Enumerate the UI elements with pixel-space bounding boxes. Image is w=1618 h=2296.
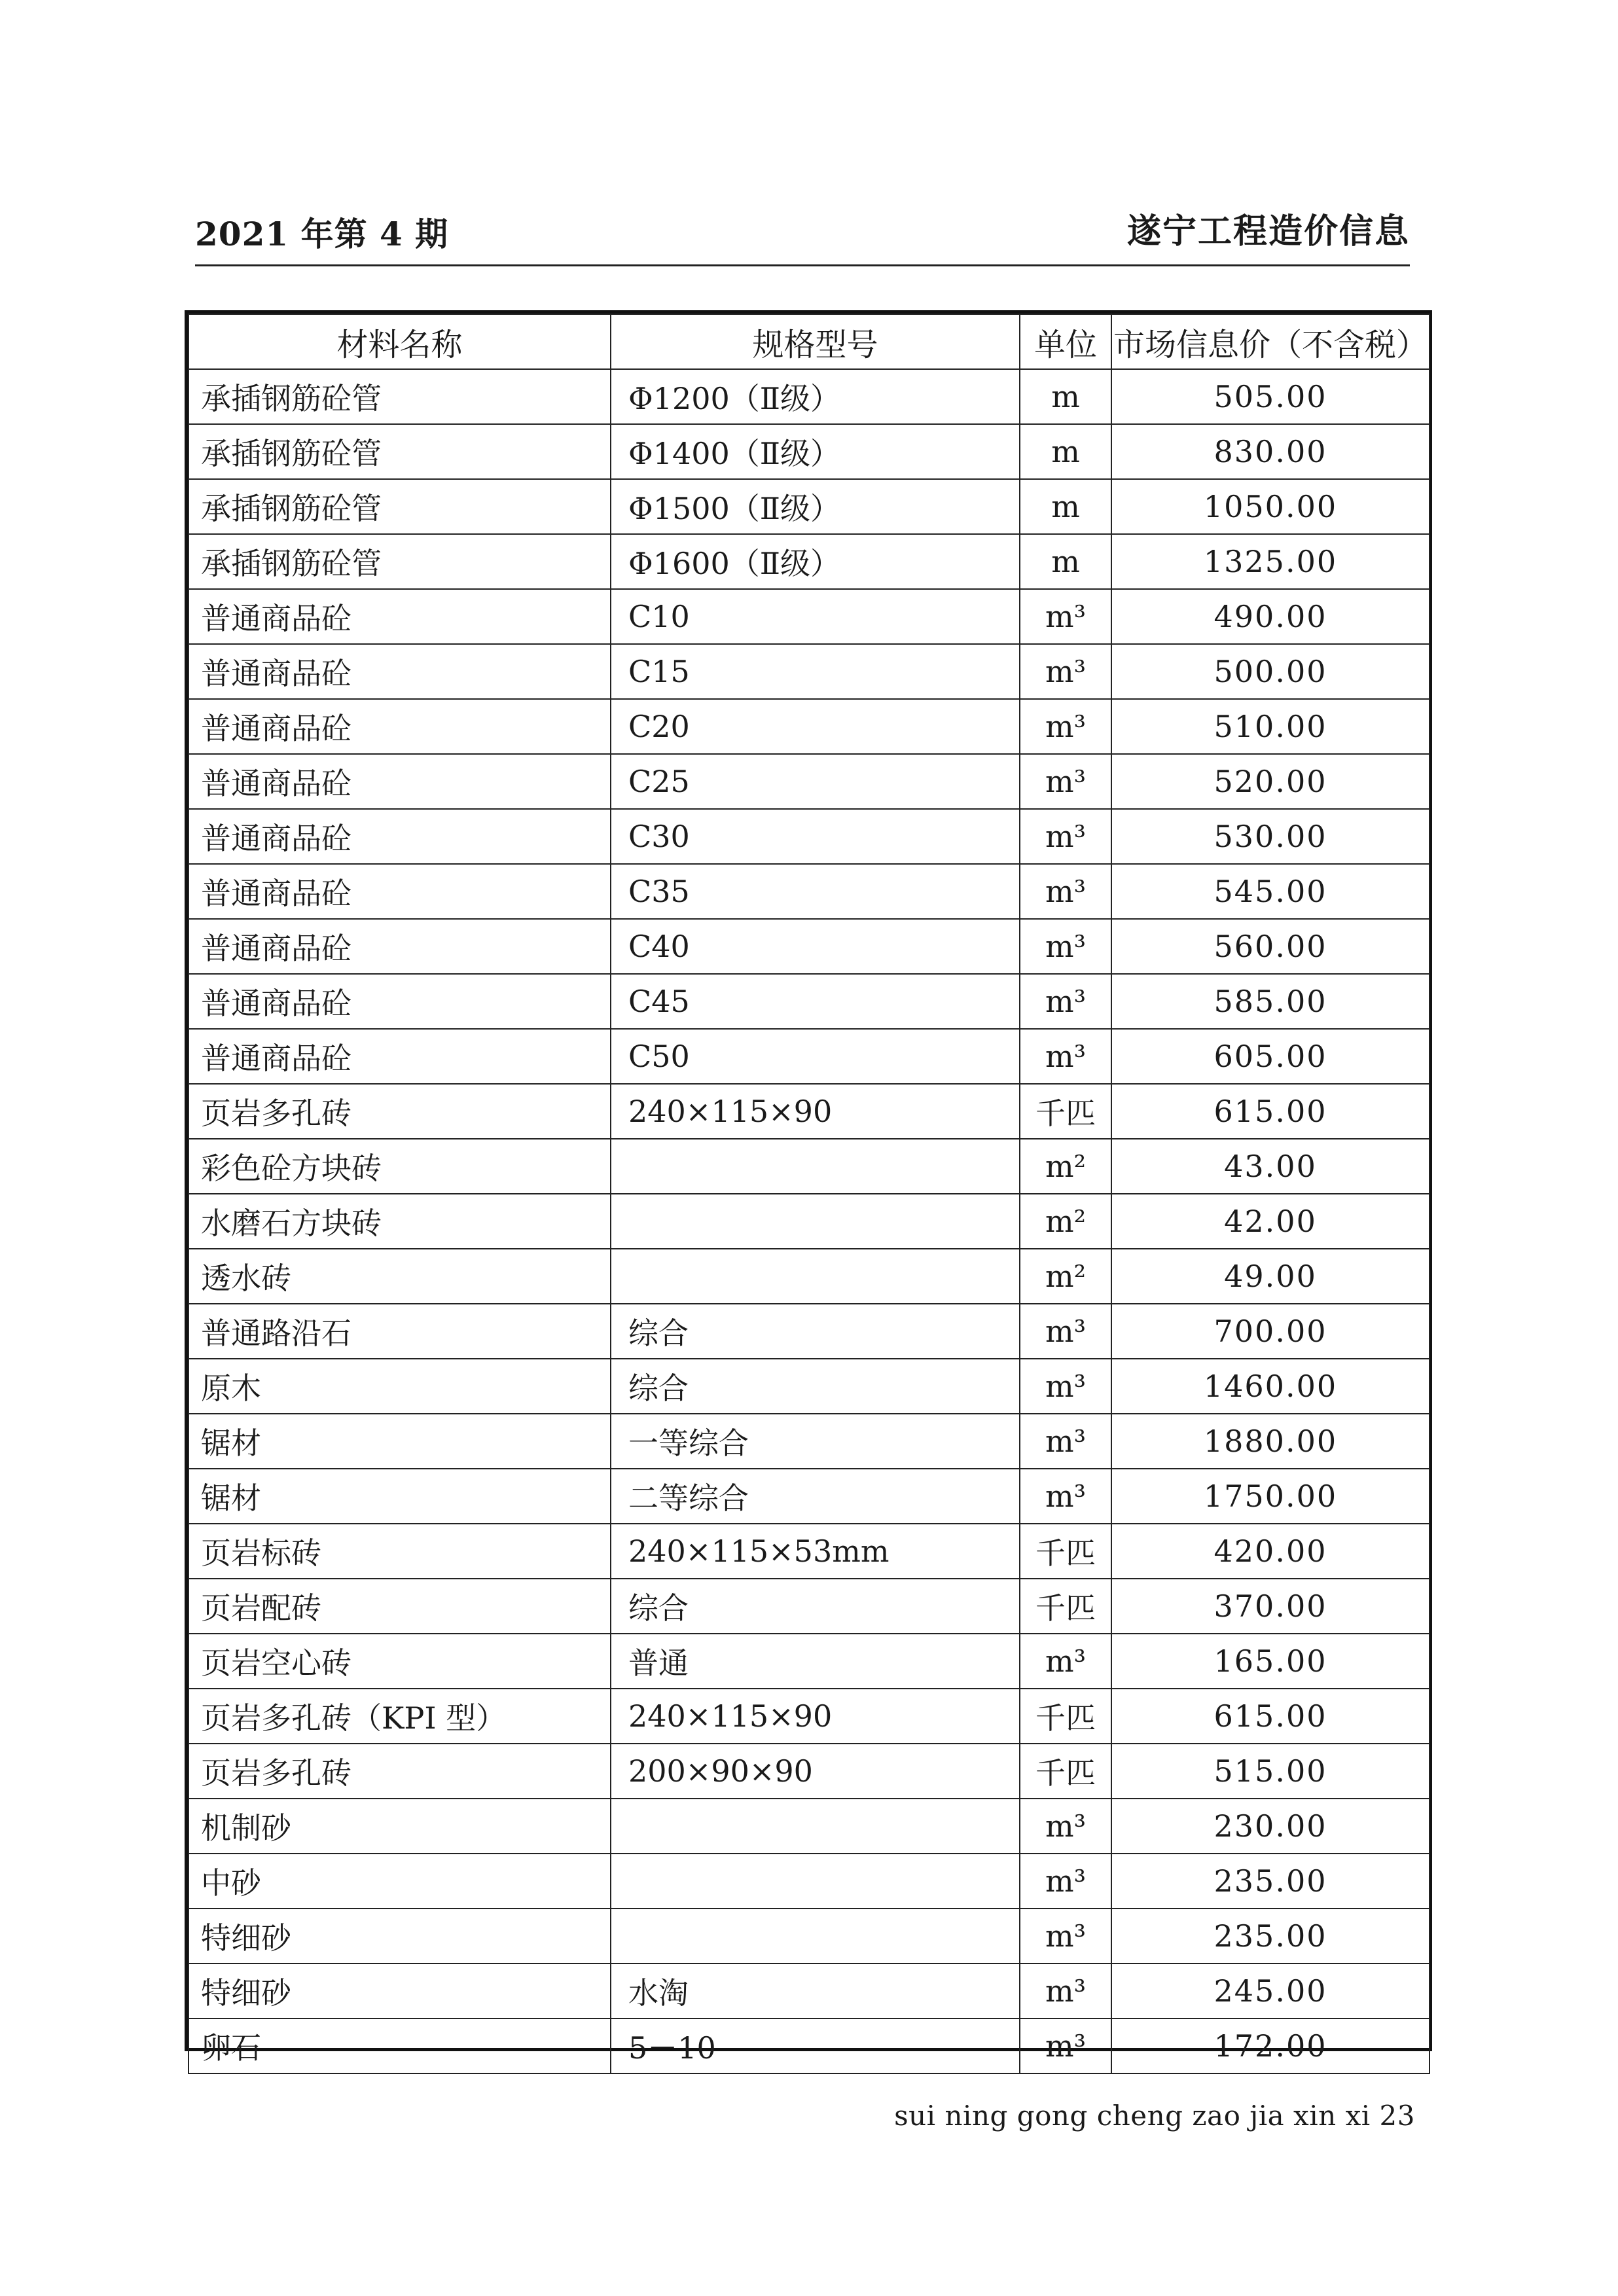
table-row <box>189 1139 1429 1194</box>
cell-unit: m³ <box>1020 589 1111 644</box>
table-row <box>189 1249 1429 1304</box>
cell-spec: Φ1200（Ⅱ级） <box>611 369 1020 424</box>
cell-material-name: 承插钢筋砼管 <box>189 479 611 534</box>
cell-spec: 240×115×90 <box>611 1689 1020 1744</box>
cell-spec: 一等综合 <box>611 1414 1020 1469</box>
table-body <box>189 369 1429 2073</box>
cell-material-name: 锯材 <box>189 1469 611 1524</box>
table-row <box>189 1744 1429 1799</box>
cell-unit: m² <box>1020 1139 1111 1194</box>
publication-title: 遂宁工程造价信息 <box>1126 211 1410 251</box>
cell-unit: m³ <box>1020 644 1111 699</box>
cell-material-name: 页岩空心砖 <box>189 1634 611 1689</box>
cell-unit: m³ <box>1020 699 1111 754</box>
cell-spec <box>611 1139 1020 1194</box>
table-row <box>189 369 1429 424</box>
cell-unit: m <box>1020 534 1111 589</box>
cell-material-name: 承插钢筋砼管 <box>189 369 611 424</box>
cell-price: 245.00 <box>1111 1964 1429 2018</box>
cell-price: 510.00 <box>1111 699 1429 754</box>
cell-material-name: 普通商品砼 <box>189 919 611 974</box>
cell-spec: C45 <box>611 974 1020 1029</box>
table-row <box>189 1029 1429 1084</box>
cell-spec: 综合 <box>611 1304 1020 1359</box>
table-row <box>189 589 1429 644</box>
table-row <box>189 1084 1429 1139</box>
cell-material-name: 普通商品砼 <box>189 754 611 809</box>
price-table <box>188 314 1430 2074</box>
cell-price: 520.00 <box>1111 754 1429 809</box>
cell-price: 235.00 <box>1111 1854 1429 1909</box>
table-row <box>189 644 1429 699</box>
cell-material-name: 承插钢筋砼管 <box>189 534 611 589</box>
table-row <box>189 809 1429 864</box>
table-row <box>189 1854 1429 1909</box>
cell-spec: C20 <box>611 699 1020 754</box>
cell-price: 830.00 <box>1111 424 1429 479</box>
cell-unit: m³ <box>1020 1964 1111 2018</box>
table-row <box>189 1469 1429 1524</box>
page-footer: sui ning gong cheng zao jia xin xi 23 <box>894 2100 1415 2132</box>
cell-material-name: 普通商品砼 <box>189 644 611 699</box>
cell-unit: m³ <box>1020 1304 1111 1359</box>
cell-spec: Φ1500（Ⅱ级） <box>611 479 1020 534</box>
cell-spec: 240×115×90 <box>611 1084 1020 1139</box>
cell-unit: 千匹 <box>1020 1744 1111 1799</box>
cell-unit: m³ <box>1020 2018 1111 2073</box>
cell-spec: 5－10 <box>611 2018 1020 2073</box>
cell-price: 1880.00 <box>1111 1414 1429 1469</box>
cell-price: 230.00 <box>1111 1799 1429 1854</box>
cell-spec: C40 <box>611 919 1020 974</box>
cell-price: 1460.00 <box>1111 1359 1429 1414</box>
table-row <box>189 1414 1429 1469</box>
price-table-container <box>185 310 1432 2066</box>
page-header <box>195 208 1410 266</box>
cell-price: 165.00 <box>1111 1634 1429 1689</box>
cell-material-name: 普通路沿石 <box>189 1304 611 1359</box>
cell-price: 545.00 <box>1111 864 1429 919</box>
cell-price: 1050.00 <box>1111 479 1429 534</box>
cell-spec: 200×90×90 <box>611 1744 1020 1799</box>
column-header-price: 市场信息价（不含税） <box>1111 314 1429 369</box>
cell-spec: 综合 <box>611 1579 1020 1634</box>
table-row <box>189 1524 1429 1579</box>
cell-unit: m³ <box>1020 1469 1111 1524</box>
cell-unit: 千匹 <box>1020 1524 1111 1579</box>
table-row <box>189 754 1429 809</box>
table-row <box>189 1634 1429 1689</box>
cell-spec <box>611 1854 1020 1909</box>
cell-spec <box>611 1799 1020 1854</box>
cell-spec: 二等综合 <box>611 1469 1020 1524</box>
cell-price: 530.00 <box>1111 809 1429 864</box>
cell-unit: m³ <box>1020 1414 1111 1469</box>
table-row <box>189 864 1429 919</box>
cell-unit: 千匹 <box>1020 1084 1111 1139</box>
cell-spec: Φ1400（Ⅱ级） <box>611 424 1020 479</box>
cell-unit: m <box>1020 369 1111 424</box>
table-row <box>189 1909 1429 1964</box>
cell-spec <box>611 1909 1020 1964</box>
cell-material-name: 卵石 <box>189 2018 611 2073</box>
cell-price: 560.00 <box>1111 919 1429 974</box>
cell-unit: m² <box>1020 1194 1111 1249</box>
cell-material-name: 特细砂 <box>189 1909 611 1964</box>
cell-material-name: 页岩多孔砖（KPI 型） <box>189 1689 611 1744</box>
cell-material-name: 承插钢筋砼管 <box>189 424 611 479</box>
cell-unit: m³ <box>1020 1634 1111 1689</box>
cell-unit: m <box>1020 424 1111 479</box>
cell-price: 43.00 <box>1111 1139 1429 1194</box>
cell-price: 500.00 <box>1111 644 1429 699</box>
table-row <box>189 1579 1429 1634</box>
table-row <box>189 1304 1429 1359</box>
column-header-unit: 单位 <box>1020 314 1111 369</box>
cell-spec: C50 <box>611 1029 1020 1084</box>
cell-spec: Φ1600（Ⅱ级） <box>611 534 1020 589</box>
cell-material-name: 普通商品砼 <box>189 589 611 644</box>
cell-material-name: 锯材 <box>189 1414 611 1469</box>
cell-material-name: 原木 <box>189 1359 611 1414</box>
cell-unit: 千匹 <box>1020 1579 1111 1634</box>
cell-spec: 普通 <box>611 1634 1020 1689</box>
table-row <box>189 479 1429 534</box>
column-header-spec: 规格型号 <box>611 314 1020 369</box>
cell-material-name: 中砂 <box>189 1854 611 1909</box>
cell-material-name: 页岩标砖 <box>189 1524 611 1579</box>
cell-price: 700.00 <box>1111 1304 1429 1359</box>
cell-spec: 240×115×53mm <box>611 1524 1020 1579</box>
cell-unit: m³ <box>1020 974 1111 1029</box>
cell-spec: 水淘 <box>611 1964 1020 2018</box>
cell-price: 420.00 <box>1111 1524 1429 1579</box>
table-header-row <box>189 314 1429 369</box>
table-row <box>189 1359 1429 1414</box>
cell-unit: m³ <box>1020 1909 1111 1964</box>
table-row <box>189 974 1429 1029</box>
cell-price: 515.00 <box>1111 1744 1429 1799</box>
cell-price: 49.00 <box>1111 1249 1429 1304</box>
cell-price: 235.00 <box>1111 1909 1429 1964</box>
cell-price: 615.00 <box>1111 1084 1429 1139</box>
cell-price: 1325.00 <box>1111 534 1429 589</box>
cell-price: 605.00 <box>1111 1029 1429 1084</box>
cell-material-name: 透水砖 <box>189 1249 611 1304</box>
cell-unit: m³ <box>1020 864 1111 919</box>
cell-material-name: 页岩多孔砖 <box>189 1744 611 1799</box>
cell-material-name: 机制砂 <box>189 1799 611 1854</box>
table-row <box>189 1799 1429 1854</box>
table-row <box>189 919 1429 974</box>
issue-label: 2021 年第 4 期 <box>195 215 449 253</box>
cell-material-name: 页岩配砖 <box>189 1579 611 1634</box>
cell-spec: C30 <box>611 809 1020 864</box>
cell-spec: C10 <box>611 589 1020 644</box>
cell-material-name: 页岩多孔砖 <box>189 1084 611 1139</box>
cell-unit: m <box>1020 479 1111 534</box>
table-row <box>189 1689 1429 1744</box>
cell-unit: m² <box>1020 1249 1111 1304</box>
cell-price: 585.00 <box>1111 974 1429 1029</box>
cell-spec: C25 <box>611 754 1020 809</box>
cell-unit: 千匹 <box>1020 1689 1111 1744</box>
cell-spec: C35 <box>611 864 1020 919</box>
cell-unit: m³ <box>1020 1029 1111 1084</box>
cell-spec <box>611 1194 1020 1249</box>
cell-material-name: 普通商品砼 <box>189 1029 611 1084</box>
cell-price: 615.00 <box>1111 1689 1429 1744</box>
cell-price: 505.00 <box>1111 369 1429 424</box>
cell-price: 370.00 <box>1111 1579 1429 1634</box>
cell-price: 42.00 <box>1111 1194 1429 1249</box>
cell-unit: m³ <box>1020 1799 1111 1854</box>
table-row <box>189 534 1429 589</box>
cell-spec: 综合 <box>611 1359 1020 1414</box>
cell-spec: C15 <box>611 644 1020 699</box>
cell-unit: m³ <box>1020 809 1111 864</box>
table-row <box>189 424 1429 479</box>
cell-material-name: 普通商品砼 <box>189 699 611 754</box>
cell-unit: m³ <box>1020 1854 1111 1909</box>
table-row <box>189 1964 1429 2018</box>
cell-spec <box>611 1249 1020 1304</box>
cell-unit: m³ <box>1020 919 1111 974</box>
cell-material-name: 特细砂 <box>189 1964 611 2018</box>
table-row <box>189 699 1429 754</box>
cell-unit: m³ <box>1020 754 1111 809</box>
cell-price: 490.00 <box>1111 589 1429 644</box>
cell-material-name: 普通商品砼 <box>189 974 611 1029</box>
cell-material-name: 水磨石方块砖 <box>189 1194 611 1249</box>
cell-material-name: 普通商品砼 <box>189 864 611 919</box>
table-row <box>189 2018 1429 2073</box>
cell-material-name: 普通商品砼 <box>189 809 611 864</box>
cell-price: 172.00 <box>1111 2018 1429 2073</box>
cell-unit: m³ <box>1020 1359 1111 1414</box>
cell-material-name: 彩色砼方块砖 <box>189 1139 611 1194</box>
table-row <box>189 1194 1429 1249</box>
column-header-name: 材料名称 <box>189 314 611 369</box>
cell-price: 1750.00 <box>1111 1469 1429 1524</box>
